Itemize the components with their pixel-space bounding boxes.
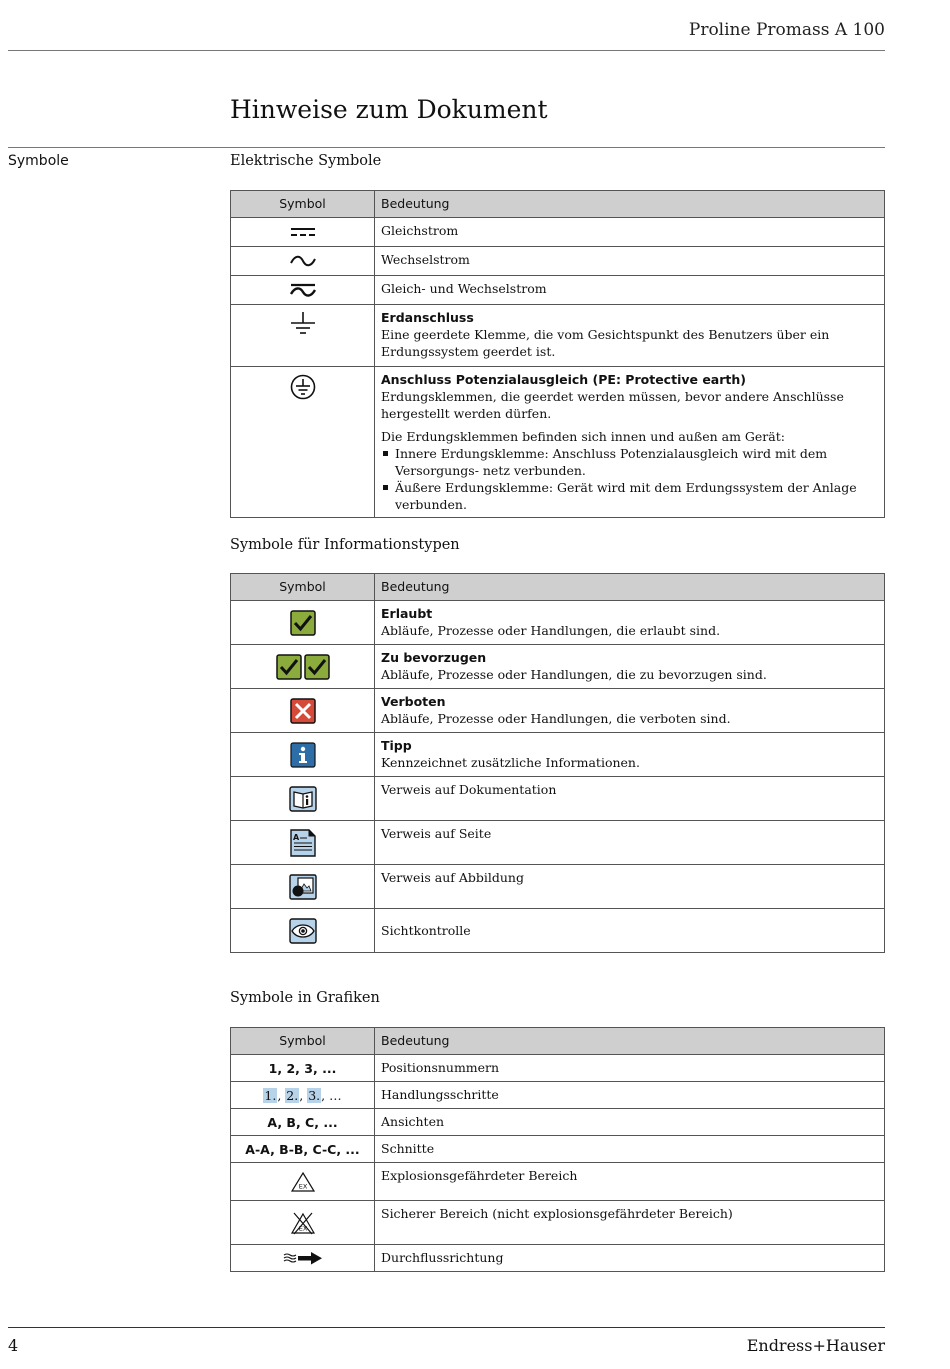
symbol-cell — [231, 247, 375, 276]
electrical-symbols-table — [230, 190, 885, 518]
footer-divider — [8, 1327, 885, 1328]
table-row — [231, 305, 885, 367]
step-badge: 3. — [308, 1087, 321, 1103]
symbol-cell — [231, 689, 375, 733]
safe-area-icon — [290, 1210, 316, 1236]
step-badge: 2. — [286, 1087, 299, 1103]
safe-area-label: EX — [298, 1224, 307, 1232]
step-separator: , — [299, 1087, 304, 1103]
symbol-cell — [231, 1082, 375, 1109]
section-title-electrical: Elektrische Symbole — [230, 153, 382, 169]
meaning-text: Abläufe, Prozesse oder Handlungen, die erlaubt sind. — [381, 623, 721, 638]
symbol-cell — [231, 1201, 375, 1245]
meaning-cell: Verweis auf Abbildung — [375, 865, 885, 909]
meaning-heading: Erlaubt — [381, 606, 433, 621]
hazardous-area-label: EX — [298, 1182, 307, 1190]
page-header — [8, 0, 885, 51]
symbol-cell — [231, 305, 375, 367]
table-row — [231, 1055, 885, 1082]
table-row — [231, 218, 885, 247]
table-row — [231, 1109, 885, 1136]
section-title-graphics: Symbole in Grafiken — [230, 990, 380, 1006]
symbol-cell — [231, 1163, 375, 1201]
table-row — [231, 733, 885, 777]
section-title-info: Symbole für Informationstypen — [230, 537, 460, 553]
margin-label: Symbole — [8, 153, 69, 169]
footer-brand: Endress+Hauser — [746, 1336, 885, 1355]
table-row — [231, 645, 885, 689]
preferred-icon — [276, 654, 330, 680]
permitted-icon — [290, 610, 316, 636]
table-row — [231, 777, 885, 821]
column-header-meaning: Bedeutung — [375, 191, 885, 218]
forbidden-icon — [290, 698, 316, 724]
meaning-cell — [375, 305, 885, 367]
page-title: Hinweise zum Dokument — [230, 95, 548, 124]
symbol-cell: 1, 2, 3, ... — [231, 1055, 375, 1082]
alternating-current-icon — [289, 254, 317, 268]
meaning-text: Erdungsklemmen, die geerdet werden müssen, bevor andere Anschlüsse hergestellt werden dürfen. — [381, 389, 844, 421]
meaning-heading: Zu bevorzugen — [381, 650, 487, 665]
symbol-cell: A, B, C, ... — [231, 1109, 375, 1136]
table-header-row — [231, 1028, 885, 1055]
table-row — [231, 601, 885, 645]
symbol-cell — [231, 601, 375, 645]
symbol-cell — [231, 821, 375, 865]
svg-text:A: A — [292, 832, 299, 842]
meaning-cell: Sicherer Bereich (nicht explosionsgefährdeter Bereich) — [375, 1201, 885, 1245]
column-header-symbol: Symbol — [231, 191, 375, 218]
meaning-heading: Anschluss Potenzialausgleich (PE: Protective earth) — [381, 372, 746, 387]
tip-icon — [290, 742, 316, 768]
symbol-cell — [231, 733, 375, 777]
symbol-cell — [231, 367, 375, 518]
meaning-cell: Ansichten — [375, 1109, 885, 1136]
column-header-symbol: Symbol — [231, 574, 375, 601]
table-row — [231, 865, 885, 909]
table-header-row — [231, 574, 885, 601]
table-row — [231, 1082, 885, 1109]
column-header-symbol: Symbol — [231, 1028, 375, 1055]
meaning-cell: Sichtkontrolle — [375, 909, 885, 953]
page-reference-icon — [289, 829, 317, 857]
meaning-heading: Tipp — [381, 738, 412, 753]
table-row — [231, 1163, 885, 1201]
bullet-list — [381, 445, 878, 513]
graphics-symbols-table — [230, 1027, 885, 1272]
table-header-row — [231, 191, 885, 218]
symbol-cell — [231, 645, 375, 689]
meaning-cell: Positionsnummern — [375, 1055, 885, 1082]
meaning-cell — [375, 733, 885, 777]
column-header-meaning: Bedeutung — [375, 574, 885, 601]
meaning-cell — [375, 645, 885, 689]
symbol-cell — [231, 218, 375, 247]
step-separator: , — [277, 1087, 282, 1103]
meaning-cell: Verweis auf Dokumentation — [375, 777, 885, 821]
meaning-heading: Verboten — [381, 694, 446, 709]
flow-direction-icon — [283, 1251, 323, 1265]
table-row — [231, 689, 885, 733]
symbol-cell — [231, 865, 375, 909]
meaning-cell — [375, 689, 885, 733]
documentation-reference-icon — [289, 786, 317, 812]
table-row — [231, 1201, 885, 1245]
step-separator: , — [321, 1087, 326, 1103]
step-badge: 1. — [264, 1087, 277, 1103]
meaning-cell — [375, 367, 885, 518]
meaning-text-2: Die Erdungsklemmen befinden sich innen und außen am Gerät: — [381, 429, 785, 444]
page-number: 4 — [8, 1336, 19, 1355]
graphic-reference-icon — [289, 874, 317, 900]
ground-icon — [289, 311, 317, 337]
list-item: Äußere Erdungsklemme: Gerät wird mit dem Erdungssystem der Anlage verbunden. — [395, 479, 878, 513]
title-divider — [8, 147, 885, 148]
protective-earth-icon — [289, 373, 317, 401]
meaning-cell — [375, 601, 885, 645]
meaning-cell: Gleich- und Wechselstrom — [375, 276, 885, 305]
symbol-cell — [231, 276, 375, 305]
step-ellipsis: … — [329, 1087, 342, 1103]
ac-dc-icon — [289, 282, 317, 298]
header-title: Proline Promass A 100 — [688, 20, 885, 40]
table-row — [231, 367, 885, 518]
meaning-text: Kennzeichnet zusätzliche Informationen. — [381, 755, 640, 770]
table-row — [231, 821, 885, 865]
meaning-cell: Gleichstrom — [375, 218, 885, 247]
meaning-text: Abläufe, Prozesse oder Handlungen, die zu bevorzugen sind. — [381, 667, 767, 682]
table-row — [231, 276, 885, 305]
list-item: Innere Erdungsklemme: Anschluss Potenzialausgleich wird mit dem Versorgungs- netz verbunden. — [395, 445, 878, 479]
table-row — [231, 1136, 885, 1163]
symbol-cell: A-A, B-B, C-C, ... — [231, 1136, 375, 1163]
column-header-meaning: Bedeutung — [375, 1028, 885, 1055]
direct-current-icon — [289, 225, 317, 239]
symbol-cell — [231, 777, 375, 821]
table-row — [231, 909, 885, 953]
meaning-heading: Erdanschluss — [381, 310, 474, 325]
symbol-cell — [231, 1245, 375, 1272]
meaning-text: Abläufe, Prozesse oder Handlungen, die verboten sind. — [381, 711, 731, 726]
symbol-cell — [231, 909, 375, 953]
meaning-cell: Durchflussrichtung — [375, 1245, 885, 1272]
meaning-cell: Handlungsschritte — [375, 1082, 885, 1109]
info-symbols-table — [230, 573, 885, 953]
table-row — [231, 1245, 885, 1272]
meaning-text: Eine geerdete Klemme, die vom Gesichtspunkt des Benutzers über ein Erdungssystem geerdet ist. — [381, 327, 830, 359]
meaning-cell: Explosionsgefährdeter Bereich — [375, 1163, 885, 1201]
table-row — [231, 247, 885, 276]
meaning-cell: Verweis auf Seite — [375, 821, 885, 865]
hazardous-area-icon — [290, 1171, 316, 1193]
visual-inspection-icon — [289, 918, 317, 944]
meaning-cell: Wechselstrom — [375, 247, 885, 276]
meaning-cell: Schnitte — [375, 1136, 885, 1163]
